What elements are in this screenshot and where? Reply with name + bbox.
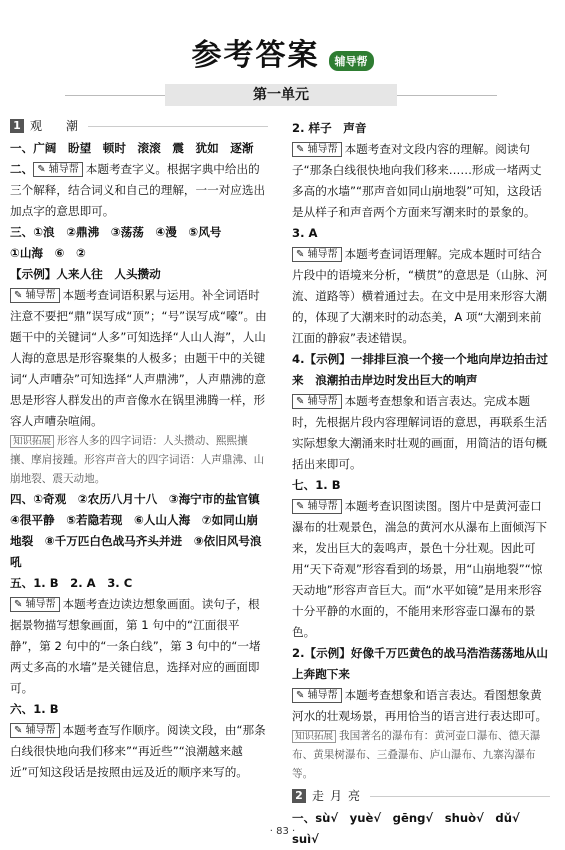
answer-q3-line2: ①山海 ⑥ ② bbox=[10, 246, 86, 260]
q3-explanation-text: 本题考查词语积累与运用。补全词语时注意不要把“鼎”误写成“顶”；“号”误写成“嚎”。由题干中的关键词“人多”可知选择“人山人海”，人山人海的意思是形容聚集的人极多；由题干中的关键词“人声嘈杂”可知选择“人声鼎沸”，人声鼎沸的意思是形容人群发出的声音像水在锅里沸腾一样，形容人声嘈杂喧闹。 bbox=[10, 288, 267, 428]
answer-q3-explanation bbox=[10, 285, 268, 432]
tutor-tag: ✎ 辅导帮 bbox=[10, 288, 60, 303]
tutor-tag: ✎ 辅导帮 bbox=[292, 142, 342, 157]
left-column bbox=[10, 118, 268, 783]
q2-label: 二、 bbox=[10, 162, 34, 176]
q7-explanation-text: 本题考查识图读图。图片中是黄河壶口瀑布的壮观景色，湍急的黄河水从瀑布上面倾泻下来，发出巨大的轰鸣声，景色十分壮观。因此可用“天下奇观”形容看到的场景，用“山崩地裂”“惊天动地”形容声音巨大。而“水平如镜”是用来形容十分平静的水面的，不能用来形容壶口瀑布的景色。 bbox=[292, 499, 548, 639]
answer-q7-2: 2.【示例】好像千万匹黄色的战马浩浩荡荡地从山上奔跑下来 bbox=[292, 646, 548, 681]
answer-q3-line1: 三、①浪 ②鼎沸 ③荡荡 ④漫 ⑤风号 bbox=[10, 225, 222, 239]
section-number: 2 bbox=[292, 789, 306, 803]
answer-q7-2-explanation bbox=[292, 685, 550, 727]
section-number: 1 bbox=[10, 119, 24, 133]
answer-q6-4-explanation bbox=[292, 391, 550, 475]
tutor-tag: ✎ 辅导帮 bbox=[292, 499, 342, 514]
section-name: 走月亮 bbox=[312, 788, 367, 803]
answer-q5-explanation bbox=[10, 594, 268, 699]
extension-text: 形容人多的四字词语：人头攒动、熙熙攘攘、摩肩接踵。形容声音大的四字词语：人声鼎沸、山崩地裂、震天动地。 bbox=[10, 435, 265, 485]
q5-explanation-text: 本题考查边读边想象画面。读句子，根据景物描写想象画面，第 1 句中的“江面很平静”，第 2 句中的“一条白线”，第 3 句中的“一堵两丈多高的水墙”是关键信息，选择对应的画面即可。 bbox=[10, 597, 261, 695]
answer-q4-line1: 四、①奇观 ②农历八月十八 ③海宁市的盐官镇 bbox=[10, 492, 260, 506]
q6-4-explanation-text: 本题考查想象和语言表达。完成本题时，先根据片段内容理解词语的意思，再联系生活实际想象大潮涌来时壮观的画面，用简洁的语句概括出来即可。 bbox=[292, 394, 548, 471]
answer-pinyin: 一、sù√ yuè√ gēng√ shuò√ dǔ√ suì√ bbox=[292, 811, 532, 846]
knowledge-extension bbox=[10, 432, 268, 489]
unit-title: 第一单元 bbox=[165, 84, 397, 106]
tutor-tag: ✎ 辅导帮 bbox=[10, 723, 60, 738]
section-header-2 bbox=[292, 788, 550, 804]
answer-q2 bbox=[10, 159, 268, 222]
answer-q6-2: 2. 样子 声音 bbox=[292, 121, 367, 135]
answer-q6-3-explanation bbox=[292, 244, 550, 349]
right-column bbox=[292, 118, 550, 850]
answer-q6-2-explanation bbox=[292, 139, 550, 223]
answer-q7-explanation bbox=[292, 496, 550, 643]
answer-q3-example: 【示例】人来人往 人头攒动 bbox=[10, 267, 161, 281]
extension-label: 知识拓展 bbox=[292, 730, 336, 743]
tutor-tag: ✎ 辅导帮 bbox=[33, 162, 83, 177]
knowledge-extension bbox=[292, 727, 550, 784]
section-name: 观 潮 bbox=[30, 118, 85, 133]
section-header-1 bbox=[10, 118, 268, 134]
q2-explanation: 本题考查字义。根据字典中给出的三个解释，结合词义和自己的理解，一一对应选出加点字的意思即可。 bbox=[10, 162, 266, 218]
answer-q6-explanation bbox=[10, 720, 268, 783]
tutor-tag: ✎ 辅导帮 bbox=[292, 688, 342, 703]
extension-text: 我国著名的瀑布有：黄河壶口瀑布、德天瀑布、黄果树瀑布、三叠瀑布、庐山瀑布、九寨沟瀑布等。 bbox=[292, 730, 541, 780]
q6-explanation-text: 本题考查写作顺序。阅读文段，由“那条白线很快地向我们移来”“再近些”“浪潮越来越近”可知这段话是按照由远及近的顺序来写的。 bbox=[10, 723, 266, 779]
extension-label: 知识拓展 bbox=[10, 435, 54, 448]
answer-q4-line2: ④很平静 ⑤若隐若现 ⑥人山人海 ⑦如同山崩地裂 ⑧千万匹白色战马齐头并进 ⑨依旧风号浪吼 bbox=[10, 513, 262, 569]
page-number: · 83 · bbox=[269, 826, 296, 837]
answer-q6-4: 4.【示例】一排排巨浪一个接一个地向岸边拍击过来 浪潮拍击岸边时发出巨大的响声 bbox=[292, 352, 548, 387]
answer-q1: 一、广阔 盼望 顿时 滚滚 震 犹如 逐渐 bbox=[10, 141, 254, 155]
q6-2-explanation-text: 本题考查对文段内容的理解。阅读句子“那条白线很快地向我们移来……形成一堵两丈多高的水墙”“那声音如同山崩地裂”可知，这段话是从样子和声音两个方面来写潮来时的景象的。 bbox=[292, 142, 542, 219]
answer-q5: 五、1. B 2. A 3. C bbox=[10, 576, 133, 590]
page-header bbox=[0, 30, 565, 74]
tutor-tag: ✎ 辅导帮 bbox=[10, 597, 60, 612]
q7-2-explanation-text: 本题考查想象和语言表达。看图想象黄河水的壮观场景，再用恰当的语言进行表达即可。 bbox=[292, 688, 548, 723]
answer-q6: 六、1. B bbox=[10, 702, 59, 716]
q6-3-explanation-text: 本题考查词语理解。完成本题时可结合片段中的语境来分析，“横贯”的意思是（山脉、河流、道路等）横着通过去。在文中是用来形容大潮的，体现了大潮来时的动态美，A 项“大潮到来前江面的静寂”表述错误。 bbox=[292, 247, 548, 345]
answer-q7: 七、1. B bbox=[292, 478, 341, 492]
title-badge: 辅导帮 bbox=[329, 51, 374, 71]
answer-q6-3: 3. A bbox=[292, 226, 318, 240]
tutor-tag: ✎ 辅导帮 bbox=[292, 247, 342, 262]
page-title: 参考答案 bbox=[191, 38, 320, 73]
tutor-tag: ✎ 辅导帮 bbox=[292, 394, 342, 409]
